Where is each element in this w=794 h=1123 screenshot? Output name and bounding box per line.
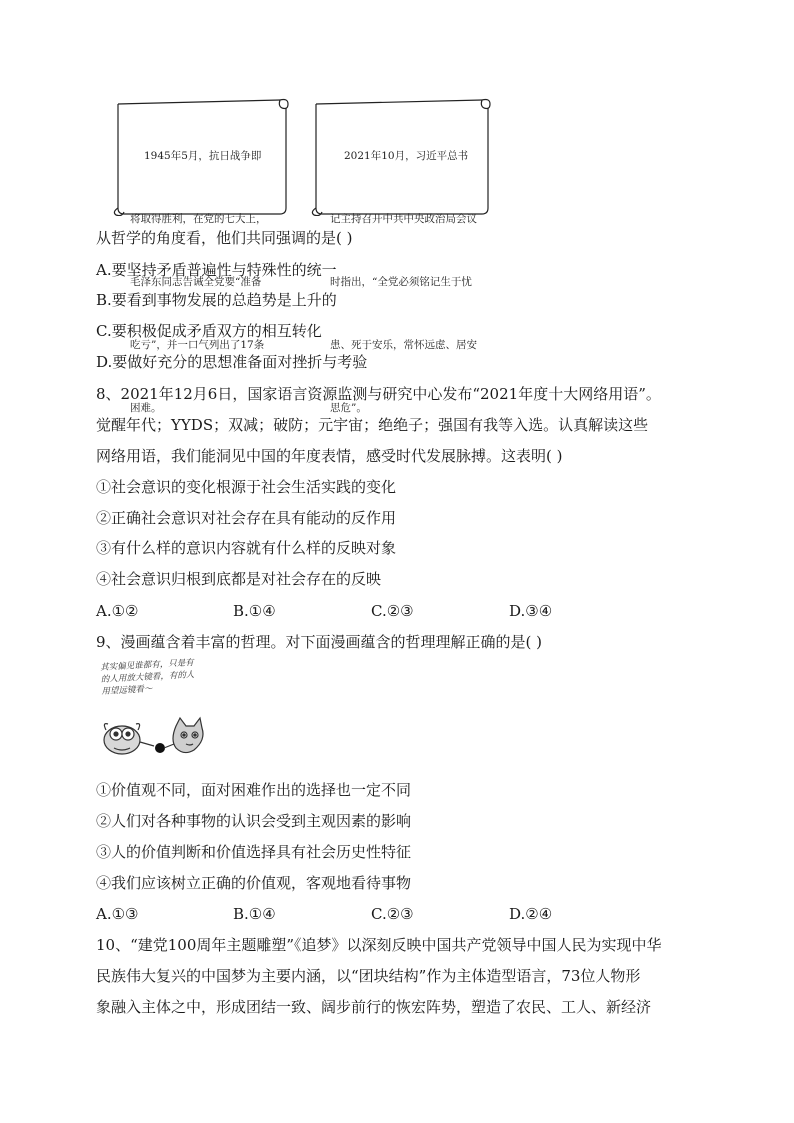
q8-choice-a: A.①② — [96, 602, 139, 620]
q8-stem-line: 网络用语，我们能洞见中国的年度表情，感受时代发展脉搏。这表明( ) — [96, 447, 563, 465]
cartoon-figures-icon — [96, 656, 226, 764]
q10-stem-line: 象融入主体之中，形成团结一致、阔步前行的恢宏阵势，塑造了农民、工人、新经济 — [96, 998, 652, 1016]
q7-stem: 从哲学的角度看，他们共同强调的是( ) — [96, 229, 353, 247]
scroll-line: 记主持召开中共中央政治局会议 — [330, 213, 477, 225]
q8-choice-c: C.②③ — [371, 602, 414, 620]
scroll-line: 1945年5月，抗日战争即 — [144, 150, 262, 162]
q8-choices — [96, 601, 696, 621]
scroll-line: 2021年10月，习近平总书 — [344, 150, 469, 162]
q10-stem-line: 10、“建党100周年主题雕塑”《追梦》以深刻反映中国共产党领导中国人民为实现中华 — [96, 936, 662, 954]
quote-scroll-2021 — [308, 96, 494, 414]
q8-choice-d: D.③④ — [509, 602, 553, 620]
q9-statement: ④我们应该树立正确的价值观，客观地看待事物 — [96, 874, 412, 892]
q8-stem-line: 8、2021年12月6日，国家语言资源监测与研究中心发布“2021年度十大网络用语”。 — [96, 385, 661, 403]
q9-statement: ②人们对各种事物的认识会受到主观因素的影响 — [96, 812, 412, 830]
q10-stem-line: 民族伟大复兴的中国梦为主要内涵，以“团块结构”作为主体造型语言，73位人物形 — [96, 967, 641, 985]
q9-choice-d: D.②④ — [509, 905, 553, 923]
q9-choice-c: C.②③ — [371, 905, 414, 923]
q7-option-d: D.要做好充分的思想准备面对挫折与考验 — [96, 353, 368, 371]
cartoon-caption-line: 用望远镜看～ — [101, 684, 153, 697]
scroll-line: 将取得胜利，在党的七大上， — [130, 213, 267, 225]
scroll-line: 患、死于安乐，常怀远虑、居安 — [330, 339, 477, 351]
q7-option-a: A.要坚持矛盾普遍性与特殊性的统一 — [96, 261, 337, 279]
q8-statement: ①社会意识的变化根源于社会生活实践的变化 — [96, 478, 397, 496]
scroll-line: 思危”。 — [330, 402, 367, 414]
q9-stem: 9、漫画蕴含着丰富的哲理。对下面漫画蕴含的哲理理解正确的是( ) — [96, 633, 543, 651]
q7-option-c: C.要积极促成矛盾双方的相互转化 — [96, 322, 322, 340]
scroll-line: 吃亏”，并一口气列出了17条 — [130, 339, 265, 351]
cartoon-caption-line: 的人用放大镜看，有的人 — [100, 670, 195, 685]
scroll-text — [130, 104, 282, 461]
cartoon-illustration — [96, 656, 226, 764]
q7-option-b: B.要看到事物发展的总趋势是上升的 — [96, 291, 337, 309]
cartoon-caption-line: 其实偏见谁都有，只是有 — [100, 658, 194, 673]
q8-stem-line: 觉醒年代；YYDS；双减；破防；元宇宙；绝绝子；强国有我等入选。认真解读这些 — [96, 416, 649, 434]
q8-statement: ②正确社会意识对社会存在具有能动的反作用 — [96, 509, 397, 527]
q9-choice-b: B.①④ — [233, 905, 276, 923]
scroll-line: 毛泽东同志告诫全党要“准备 — [130, 276, 262, 288]
q9-statement: ①价值观不同，面对困难作出的选择也一定不同 — [96, 781, 412, 799]
q9-statement: ③人的价值判断和价值选择具有社会历史性特征 — [96, 843, 412, 861]
q9-choices — [96, 904, 696, 924]
q8-choice-b: B.①④ — [233, 602, 276, 620]
scroll-line: 时指出，“全党必须铭记生于忧 — [330, 276, 472, 288]
q9-choice-a: A.①③ — [96, 905, 139, 923]
scroll-text — [330, 104, 482, 461]
q8-statement: ③有什么样的意识内容就有什么样的反映对象 — [96, 539, 397, 557]
q8-statement: ④社会意识归根到底都是对社会存在的反映 — [96, 570, 382, 588]
scroll-line: 困难。 — [130, 402, 162, 414]
